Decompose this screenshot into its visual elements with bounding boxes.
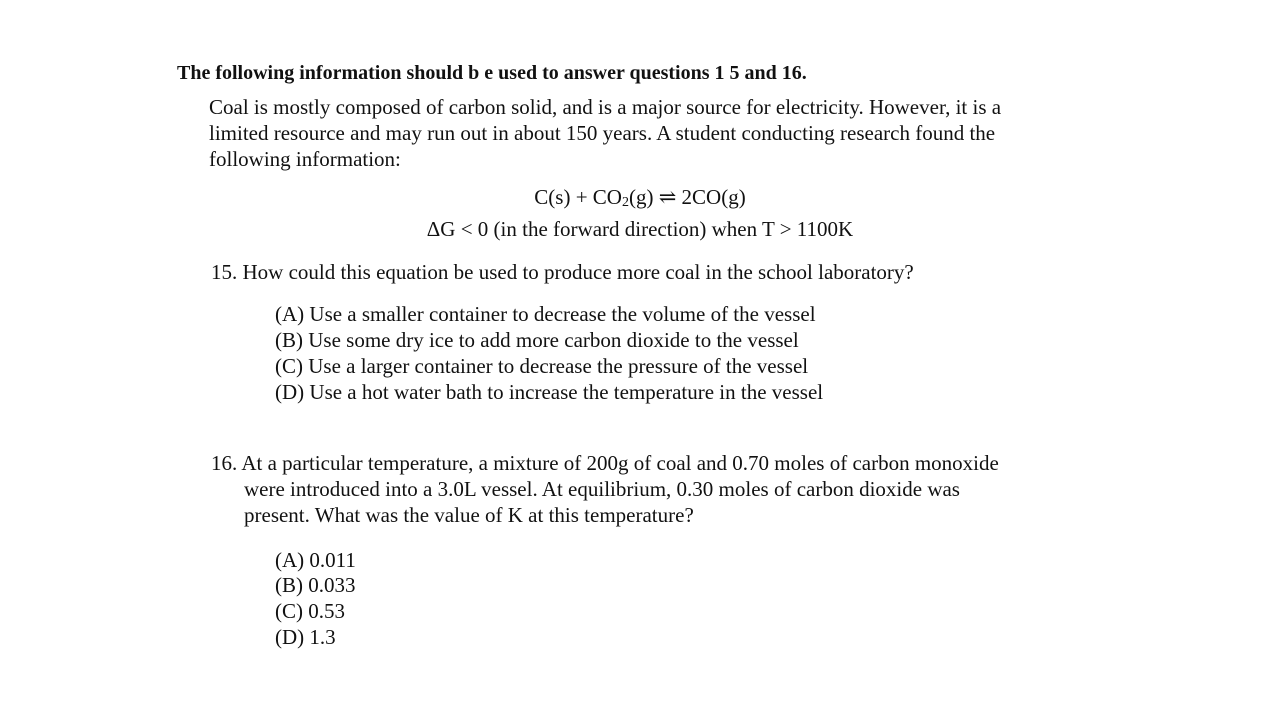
- q15-option-a: (A) Use a smaller container to decrease the volume of the vessel: [275, 302, 816, 326]
- equation-left: C(s) + CO: [534, 185, 622, 209]
- q16-option-a: (A) 0.011: [275, 548, 356, 572]
- intro-line-3: following information:: [209, 147, 401, 171]
- equation-subscript: 2: [621, 195, 629, 210]
- q16-option-b: (B) 0.033: [275, 573, 356, 597]
- q15-option-d: (D) Use a hot water bath to increase the temperature in the vessel: [275, 380, 824, 404]
- info-heading: The following information should b e used to answer questions 1 5 and 16.: [177, 62, 807, 84]
- q15-option-c: (C) Use a larger container to decrease the pressure of the vessel: [275, 354, 809, 378]
- equation-right: (g) ⇌ 2CO(g): [628, 185, 746, 209]
- question-16-stem-line-1: 16. At a particular temperature, a mixture of 200g of coal and 0.70 moles of carbon monoxide: [211, 451, 999, 475]
- intro-line-2: limited resource and may run out in about 150 years. A student conducting research found the: [209, 121, 996, 145]
- q15-option-b: (B) Use some dry ice to add more carbon dioxide to the vessel: [275, 328, 799, 352]
- question-15-stem: 15. How could this equation be used to produce more coal in the school laboratory?: [211, 260, 914, 284]
- intro-line-1: Coal is mostly composed of carbon solid, and is a major source for electricity. However, it is a: [209, 95, 1002, 119]
- chemical-equation: [0, 184, 1280, 210]
- gibbs-condition: ΔG < 0 (in the forward direction) when T > 1100K: [426, 217, 854, 241]
- question-16-stem-line-2: were introduced into a 3.0L vessel. At equilibrium, 0.30 moles of carbon dioxide was: [244, 477, 960, 501]
- q16-option-d: (D) 1.3: [275, 625, 336, 649]
- q16-option-c: (C) 0.53: [275, 599, 345, 623]
- question-16-stem-line-3: present. What was the value of K at this temperature?: [244, 503, 694, 527]
